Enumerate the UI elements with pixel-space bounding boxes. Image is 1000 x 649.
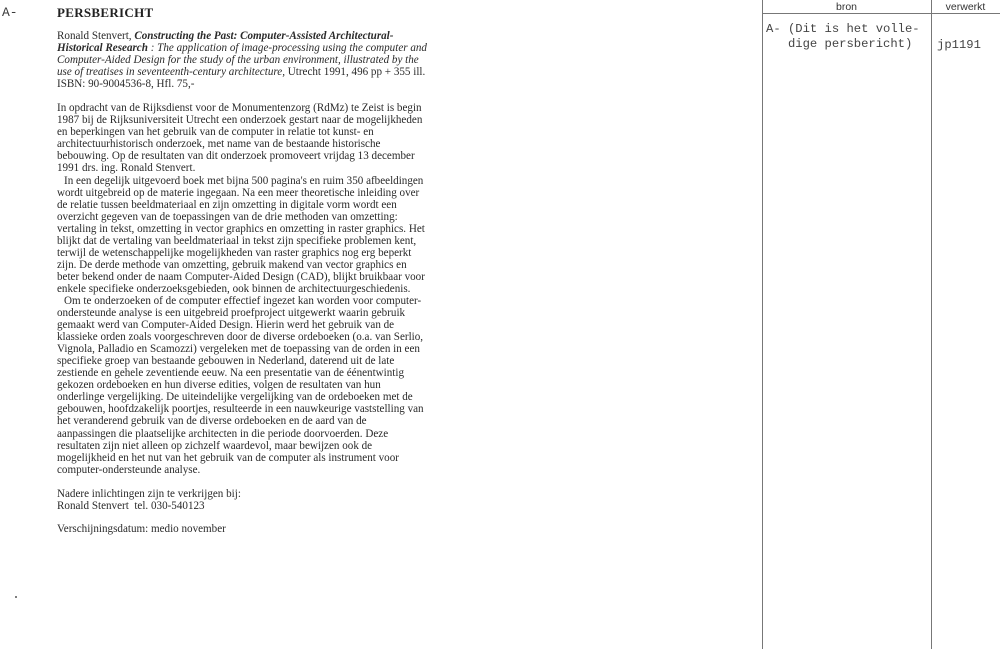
contact-line-2: Ronald Stenvert tel. 030-540123 [57,499,205,512]
citation-title: Constructing the Past: Computer-Assisted Architectural-Historical Research [57,30,394,55]
release-date: Verschijningsdatum: medio november [57,522,226,535]
citation-details: Utrecht 1991, 496 pp + 355 ill. ISBN: 90-9004536-8, Hfl. 75,- [57,66,426,91]
document-heading: PERSBERICHT [57,5,154,20]
paragraph-2: In een degelijk uitgevoerd boek met bijna 500 pagina's en ruim 350 afbeeldingen wordt uitgebreid op de materie ingegaan. Na een meer theoretische inleiding over de relatie tussen beeldmateriaal en zijn omzetting in digitale vorm wordt een overzicht gegeven van de toepassingen van de drie methoden van omzetting: vertaling in tekst, omzetting in vector graphics en omzetting in raster graphics. Het blijkt dat de vertaling van beeldmateriaal in tekst zijn specifieke problemen kent, terwijl de wetenschappelijke mogelijkheden van raster graphics nog erg beperkt zijn. De derde methode van omzetting, gebruik makend van vector graphics en beter bekend onder de naam Computer-Aided Design (CAD), blijkt bruikbaar voor enkele specifieke onderzoeksgebieden, ook binnen de architectuurgeschiedenis. [57,174,425,295]
stray-dot [15,596,17,598]
panel-header-rule [762,13,1000,14]
press-release-body [57,30,427,535]
paragraph-3: Om te onderzoeken of de computer effectief ingezet kan worden voor computer-ondersteunde analyse is een uitgebreid proefproject uitgewerkt waarin gebruik gemaakt werd van Computer-Aided Design. Hierin werd het gebruik van de klassieke orden zoals voorgeschreven door de diverse ordeboeken (o.a. van Serlio, Vignola, Palladio en Scamozzi) vergeleken met de toepassing van de orden in een specifieke groep van bestaande gebouwen in Nederland, daterend uit de late zestiende en gehele zeventiende eeuw. Na een presentatie van de éénentwintig gekozen ordeboeken en hun diverse edities, volgen de resultaten van hun onderlinge vergelijking. De uiteindelijke vergelijking van de ordeboeken met de gebouwen, hoofdzakelijk poortjes, resulteerde in een nauwkeurige vaststelling van het veranderend gebruik van de diverse ordeboeken en de aard van de aanpassingen die plaatselijke architecten in die periode doorvoerden. Deze resultaten zijn niet alleen op zichzelf waardevol, maar bewijzen ook de mogelijkheid en het nut van het gebruik van de computer als instrument voor computer-ondersteunde analyse. [57,294,424,476]
margin-mark: A- [2,5,18,20]
citation-author: Ronald Stenvert, [57,30,132,42]
panel-column-divider [931,0,932,649]
paragraph-1: In opdracht van de Rijksdienst voor de Monumentenzorg (RdMz) te Zeist is begin 1987 bij de Rijksuniversiteit Utrecht een onderzoek gestart naar de mogelijkheden en beperkingen van het gebruik van de computer in relatie tot kunst- en architectuurhistorisch onderzoek, met name van de bestaande historische bebouwing. Op de resultaten van dit onderzoek promoveert vrijdag 13 december 1991 drs. ing. Ronald Stenvert. [57,102,423,175]
contact-line-1: Nadere inlichtingen zijn te verkrijgen bij: [57,487,241,500]
book-citation [57,30,427,90]
bron-entry: A- (Dit is het volle- dige persbericht) [766,22,920,51]
panel-left-border [762,0,763,649]
verwerkt-entry: jp1191 [937,38,981,52]
column-header-verwerkt: verwerkt [945,1,986,13]
citation-subtitle: : The application of image-processing using the computer and Computer-Aided Design for the study of the urban environment, illustrated by the use of treatises in seventeenth-century architecture, [57,42,427,79]
column-header-bron: bron [835,1,857,13]
